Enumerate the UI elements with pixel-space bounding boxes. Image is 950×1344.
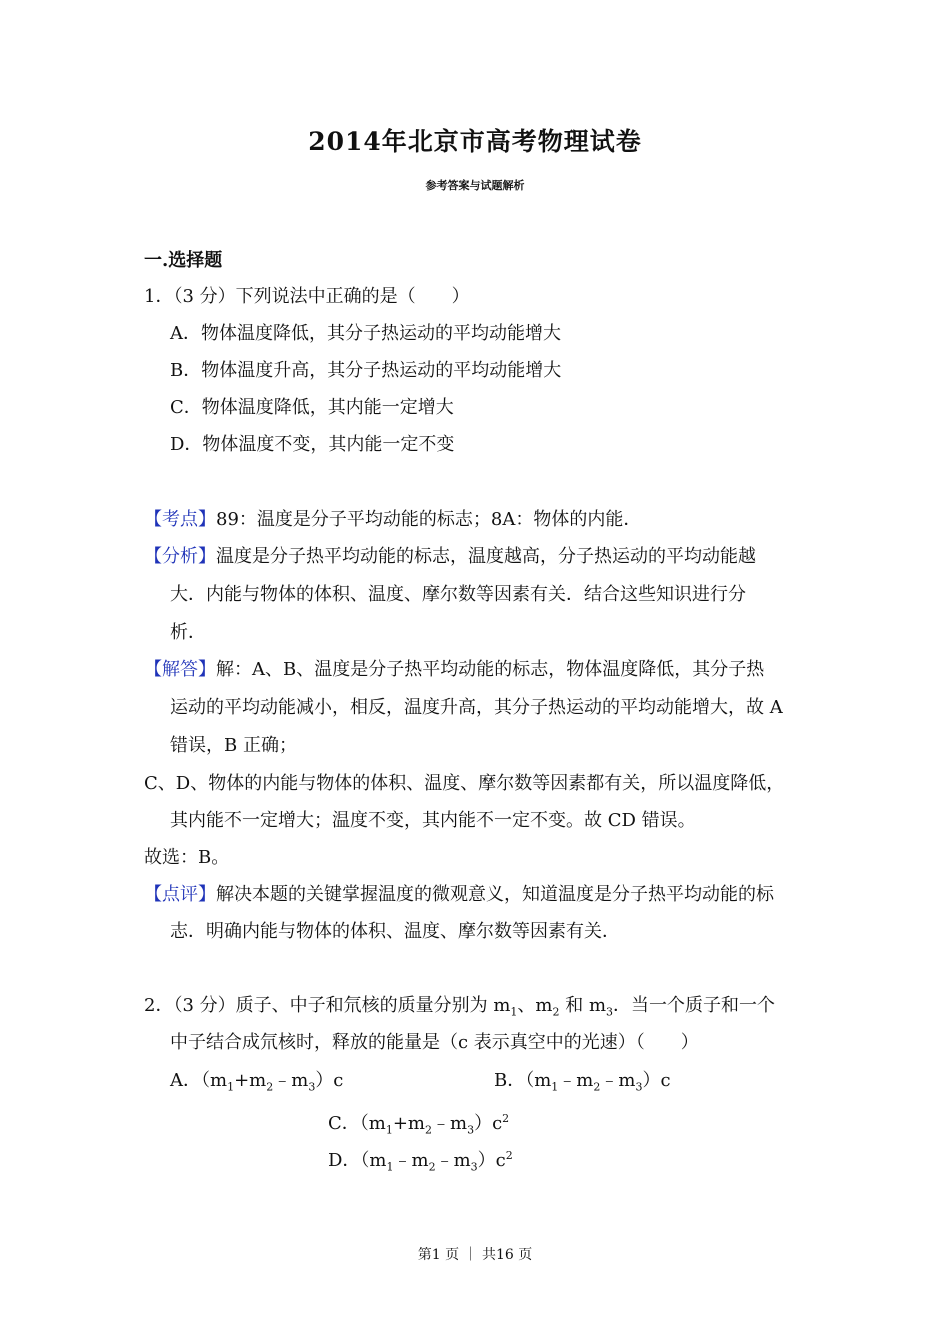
- kaodian-tag: 【考点】: [144, 509, 216, 530]
- jieda-text-3: 错误，B 正确；: [170, 735, 297, 756]
- jieda-text-5: 其内能不一定增大；温度不变，其内能不一定不变。故 CD 错误。: [170, 810, 696, 831]
- document-title: 2014年北京市高考物理试卷: [308, 127, 642, 156]
- fenxi-text-1: 温度是分子热平均动能的标志，温度越高，分子热运动的平均动能越: [216, 546, 756, 567]
- question-1-stem: 1．（3 分）下列说法中正确的是（ ）: [144, 286, 470, 307]
- jieda-tag: 【解答】: [144, 659, 216, 680]
- dianping-text-2: 志．明确内能与物体的体积、温度、摩尔数等因素有关．: [170, 921, 620, 942]
- question-1-option-b: B．物体温度升高，其分子热运动的平均动能增大: [170, 360, 562, 381]
- fenxi-line-1: [144, 545, 756, 569]
- fenxi-text-2: 大．内能与物体的体积、温度、摩尔数等因素有关．结合这些知识进行分: [170, 584, 746, 605]
- dianping-tag: 【点评】: [144, 884, 216, 905]
- section-heading: 一.选择题: [144, 250, 223, 271]
- jieda-text-4: C、D、物体的内能与物体的体积、温度、摩尔数等因素都有关，所以温度降低，: [144, 773, 785, 794]
- answer-text: 故选：B。: [144, 847, 230, 868]
- jieda-line-1: [144, 658, 764, 682]
- question-1-option-a: A．物体温度降低，其分子热运动的平均动能增大: [170, 323, 561, 344]
- jieda-text-1: 解：A、B、温度是分子热平均动能的标志，物体温度降低，其分子热: [216, 659, 765, 680]
- document-subtitle: 参考答案与试题解析: [425, 179, 525, 192]
- dianping-text-1: 解决本题的关键掌握温度的微观意义，知道温度是分子热平均动能的标: [216, 884, 774, 905]
- page-footer: 第1 页 ｜ 共16 页: [417, 1247, 533, 1263]
- question-2-option-d: D．$(m_1﹣m_2﹣m_3)c^2$: [328, 1149, 513, 1174]
- kaodian-text: 89：温度是分子平均动能的标志；8A：物体的内能．: [216, 509, 642, 530]
- question-2-option-b: B．$(m_1﹣m_2﹣m_3)c$: [494, 1070, 671, 1094]
- question-2-stem-line-1: 2．（3 分）质子、中子和氘核的质量分别为 $m_1$、$m_2$ 和 $m_3$．当一个质子和一个: [144, 995, 776, 1019]
- question-2-stem-line-2: 中子结合成氘核时，释放的能量是（c 表示真空中的光速）（ ）: [170, 1032, 699, 1053]
- dianping-line-1: [144, 883, 774, 907]
- question-1-option-d: D．物体温度不变，其内能一定不变: [170, 434, 455, 455]
- question-2-option-c: C．$(m_1+m_2﹣m_3)c^2$: [328, 1112, 510, 1137]
- kaodian-line: [144, 508, 641, 532]
- jieda-text-2: 运动的平均动能减小，相反，温度升高，其分子热运动的平均动能增大，故 A: [170, 697, 783, 718]
- fenxi-tag: 【分析】: [144, 546, 216, 567]
- question-1-option-c: C．物体温度降低，其内能一定增大: [170, 397, 454, 418]
- fenxi-text-3: 析．: [170, 622, 206, 643]
- question-2-option-a: A．$(m_1+m_2﹣m_3)c$: [170, 1070, 344, 1094]
